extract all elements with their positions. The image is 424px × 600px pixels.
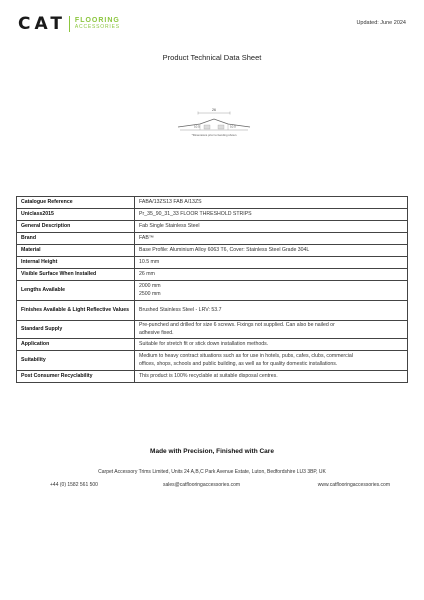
spec-value-line: 2000 mm <box>139 283 161 289</box>
spec-table <box>16 196 408 383</box>
footer-email[interactable]: sales@catflooringaccessories.com <box>163 482 241 488</box>
spec-value <box>135 339 408 351</box>
spec-value-line: This product is 100% recyclable at suitable disposal centres. <box>139 372 278 379</box>
spec-value-line: Base Profile: Aluminium Alloy 6063 T6, Cover: Stainless Steel Grade 304L <box>139 246 310 253</box>
spec-label: Visible Surface When Installed <box>17 269 135 281</box>
spec-row <box>17 351 408 371</box>
spec-value <box>135 301 408 321</box>
spec-label: General Description <box>17 221 135 233</box>
spec-value-line: FAB™ <box>139 234 154 241</box>
spec-row <box>17 221 408 233</box>
spec-value <box>135 197 408 209</box>
diagram-left-dimension: 10.5 <box>194 124 200 129</box>
company-logo <box>18 14 120 34</box>
spec-label: Lengths Available <box>17 281 135 301</box>
spec-label: Brand <box>17 233 135 245</box>
spec-label: Internal Height <box>17 257 135 269</box>
logo-flooring-text: FLOORING <box>74 17 120 24</box>
logo-subtitle <box>75 17 120 31</box>
footer-tagline: Made with Precision, Finished with Care <box>150 448 274 455</box>
spec-value <box>135 281 408 301</box>
spec-row <box>17 245 408 257</box>
spec-label: Application <box>17 339 135 351</box>
diagram-caption: *Dimensions prior to bending shown <box>191 133 237 137</box>
spec-value-line: Fab Single Stainless Steel <box>139 222 200 229</box>
spec-table-body <box>17 197 408 383</box>
spec-label: Uniclass2015 <box>17 209 135 221</box>
spec-value <box>135 321 408 339</box>
spec-value-line: 2500 mm <box>139 290 161 297</box>
spec-value <box>135 351 408 371</box>
spec-label: Suitability <box>17 351 135 371</box>
spec-row <box>17 233 408 245</box>
spec-row <box>17 281 408 301</box>
spec-value <box>135 245 408 257</box>
footer-website[interactable]: www.catflooringaccessories.com <box>317 482 390 488</box>
spec-row <box>17 301 408 321</box>
spec-value-line: Brushed Stainless Steel - LRV: 53.7 <box>139 306 222 313</box>
logo-accessories-text: ACCESSORIES <box>74 24 120 30</box>
diagram-top-dimension: 26 <box>212 108 216 112</box>
spec-label: Post Consumer Recyclability <box>17 371 135 383</box>
spec-value-line: Suitable for stretch fit or stick down installation methods. <box>139 340 269 347</box>
page-header <box>18 14 406 40</box>
spec-row <box>17 209 408 221</box>
updated-date: Updated: June 2024 <box>356 20 406 26</box>
spec-label: Finishes Available & Light Reflective Values <box>17 301 135 321</box>
document-title: Product Technical Data Sheet <box>162 53 262 62</box>
spec-row <box>17 339 408 351</box>
logo-wordmark: CAT <box>18 14 66 34</box>
spec-value-line: 10.5 mm <box>139 258 160 265</box>
spec-value-line: Pr_35_90_31_33 FLOOR THRESHOLD STRIPS <box>139 210 252 217</box>
spec-row <box>17 257 408 269</box>
spec-value-line: 26 mm <box>139 270 155 277</box>
spec-value <box>135 209 408 221</box>
spec-row <box>17 371 408 383</box>
spec-value <box>135 371 408 383</box>
spec-value-line: Medium to heavy contract situations such as for use in hotels, pubs, cafes, clubs, commercial <box>139 353 353 359</box>
spec-label: Material <box>17 245 135 257</box>
spec-row <box>17 197 408 209</box>
spec-label: Catalogue Reference <box>17 197 135 209</box>
footer-phone: +44 (0) 1582 561 500 <box>50 482 98 488</box>
spec-value <box>135 257 408 269</box>
spec-value-line: Pre-punched and drilled for size 6 screws. Fixings not supplied. Can also be nailed or <box>139 322 335 328</box>
spec-row <box>17 321 408 339</box>
logo-divider <box>69 16 70 32</box>
spec-value-line: adhesive fixed. <box>139 329 174 336</box>
spec-value-line: FABA/13ZS13 FAB A/13ZS <box>139 198 202 205</box>
spec-row <box>17 269 408 281</box>
spec-value <box>135 221 408 233</box>
spec-value <box>135 269 408 281</box>
diagram-right-dimension: 10.5 <box>230 124 236 129</box>
spec-value <box>135 233 408 245</box>
profile-diagram <box>170 105 254 147</box>
spec-label: Standard Supply <box>17 321 135 339</box>
spec-value-line: offices, shops, schools and public building, as well as for quality domestic installations. <box>139 360 338 367</box>
footer-address: Carpet Accessory Trims Limited, Units 24 A,B,C Park Avenue Estate, Luton, Bedfordshire LU3 3BP, UK <box>98 469 326 475</box>
footer-contacts <box>50 482 390 490</box>
